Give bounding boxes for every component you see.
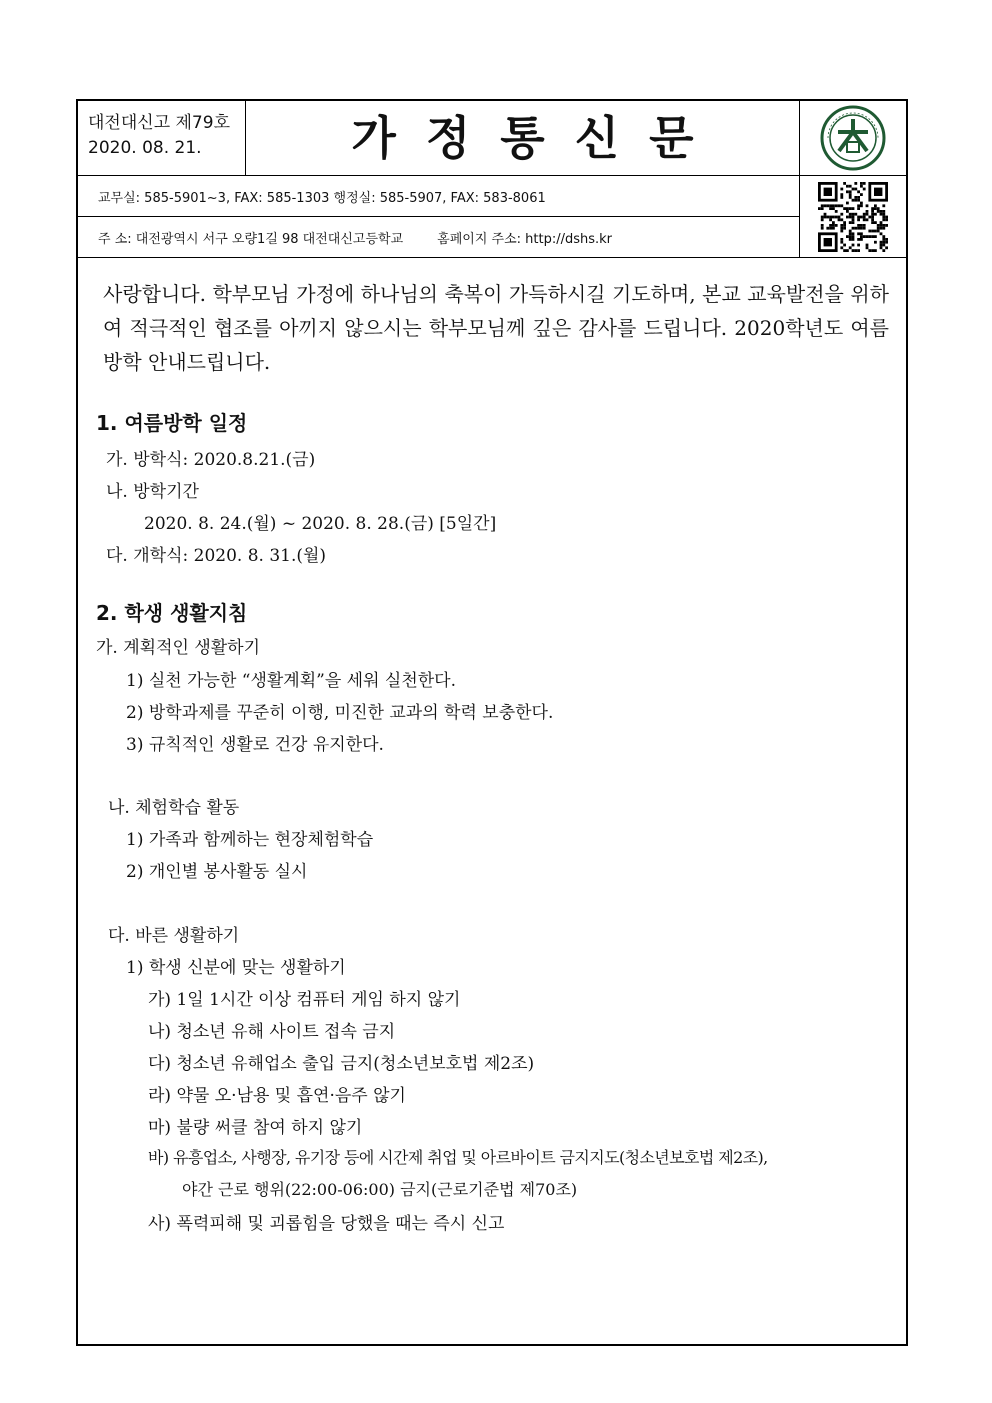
qr-code-icon bbox=[818, 182, 888, 252]
newsletter-frame bbox=[76, 99, 908, 1346]
page-title: 가정통신문 bbox=[246, 101, 800, 175]
issue-info bbox=[78, 101, 246, 175]
intro-paragraph: 사랑합니다. 학부모님 가정에 하나님의 축복이 가득하시길 기도하며, 본교 교육발전을 위하여 적극적인 협조를 아끼지 않으시는 학부모님께 깊은 감사를 드립니다. 2020학년도 여름방학 안내드립니다. bbox=[103, 282, 889, 374]
subsection-title: 나. 체험학습 활동 bbox=[108, 798, 240, 818]
school-logo bbox=[800, 101, 906, 175]
list-item: 가) 1일 1시간 이상 컴퓨터 게임 하지 않기 bbox=[148, 990, 461, 1010]
section1-heading: 1. 여름방학 일정 bbox=[96, 411, 248, 435]
list-item: 마) 불량 써클 참여 하지 않기 bbox=[148, 1118, 363, 1138]
qr-code[interactable] bbox=[800, 175, 906, 257]
newsletter-body bbox=[96, 277, 896, 1234]
section1-item: 다. 개학식: 2020. 8. 31.(월) bbox=[106, 546, 327, 566]
header-table bbox=[78, 101, 906, 258]
list-item: 1) 실천 가능한 “생활계획”을 세워 실천한다. bbox=[126, 671, 457, 691]
homepage-link[interactable]: 홈페이지 주소: http://dshs.kr bbox=[437, 232, 613, 247]
list-item: 바) 유흥업소, 사행장, 유기장 등에 시간제 취업 및 아르바이트 금지지도(청소년보호법 제2조), bbox=[148, 1148, 768, 1167]
list-item: 라) 약물 오·남용 및 흡연·음주 않기 bbox=[148, 1086, 406, 1106]
list-item: 사) 폭력피해 및 괴롭힘을 당했을 때는 즉시 신고 bbox=[148, 1214, 505, 1234]
section1-item: 2020. 8. 24.(월) ~ 2020. 8. 28.(금) [5일간] bbox=[144, 514, 497, 534]
contact-info bbox=[78, 175, 800, 216]
list-item: 1) 학생 신분에 맞는 생활하기 bbox=[126, 958, 346, 978]
school-emblem-icon bbox=[820, 105, 886, 171]
subsection-title: 다. 바른 생활하기 bbox=[108, 926, 240, 946]
list-item: 다) 청소년 유해업소 출입 금지(청소년보호법 제2조) bbox=[148, 1054, 535, 1074]
issue-number: 대전대신고 제79호 bbox=[88, 113, 230, 133]
issue-date: 2020. 08. 21. bbox=[88, 138, 202, 158]
list-item: 1) 가족과 함께하는 현장체험학습 bbox=[126, 830, 374, 850]
contact-line: 교무실: 585-5901~3, FAX: 585-1303 행정실: 585-5907, FAX: 583-8061 bbox=[98, 191, 546, 206]
section1-item: 가. 방학식: 2020.8.21.(금) bbox=[106, 450, 316, 470]
list-item: 야간 근로 행위(22:00-06:00) 금지(근로기준법 제70조) bbox=[182, 1180, 578, 1199]
subsection-title: 가. 계획적인 생활하기 bbox=[96, 638, 261, 658]
section2-heading: 2. 학생 생활지침 bbox=[96, 601, 248, 625]
address-line: 주 소: 대전광역시 서구 오량1길 98 대전대신고등학교 bbox=[98, 232, 404, 247]
list-item: 2) 방학과제를 꾸준히 이행, 미진한 교과의 학력 보충한다. bbox=[126, 703, 554, 723]
address-info bbox=[78, 216, 800, 257]
list-item: 3) 규칙적인 생활로 건강 유지한다. bbox=[126, 735, 384, 755]
list-item: 나) 청소년 유해 사이트 접속 금지 bbox=[148, 1022, 396, 1042]
list-item: 2) 개인별 봉사활동 실시 bbox=[126, 862, 308, 882]
section1-item: 나. 방학기간 bbox=[106, 482, 199, 502]
